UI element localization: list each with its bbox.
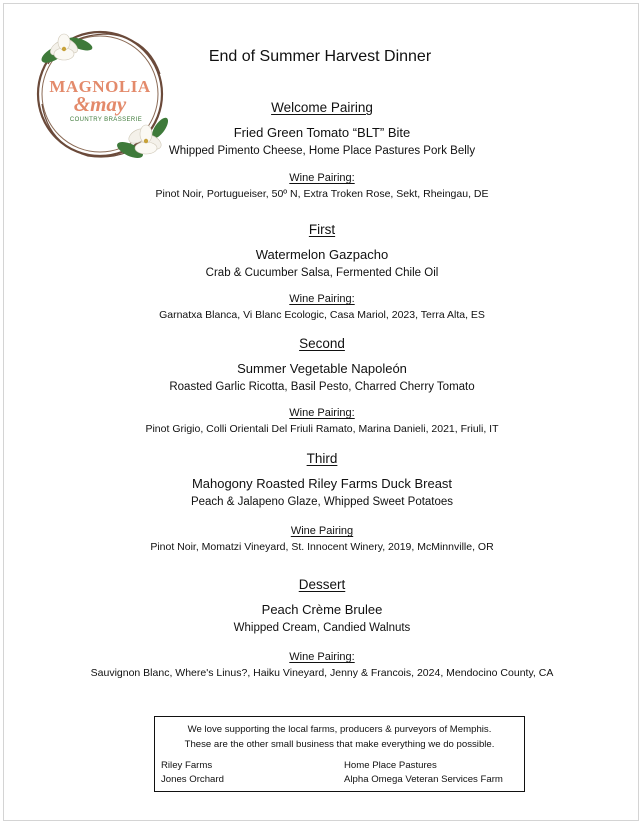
course-dessert [0,577,644,634]
partner-column-left [161,759,224,787]
dish-name: Mahogony Roasted Riley Farms Duck Breast [191,476,453,491]
dish-description: Whipped Cream, Candied Walnuts [233,622,411,634]
dish-description: Roasted Garlic Ricotta, Basil Pesto, Charred Cherry Tomato [169,381,475,393]
dish-description: Peach & Jalapeno Glaze, Whipped Sweet Potatoes [190,496,454,508]
course-heading: First [308,222,336,237]
local-partners-box [154,716,525,792]
wine-pairing-label: Wine Pairing: [289,293,355,305]
logo-text-may: &may [73,92,127,116]
dish-name: Peach Crème Brulee [261,602,383,617]
wine-pairing-label: Wine Pairing: [289,172,355,184]
course-heading: Dessert [298,577,346,592]
partners-intro-line1: We love supporting the local farms, producers & purveyors of Memphis. [187,724,492,735]
dish-description: Whipped Pimento Cheese, Home Place Pastures Pork Belly [168,145,476,157]
wine-pairing-text: Pinot Grigio, Colli Orientali Del Friuli Ramato, Marina Danieli, 2021, Friuli, IT [145,423,499,435]
partner-farm: Alpha Omega Veteran Services Farm [344,774,503,785]
dish-name: Summer Vegetable Napoleón [237,361,407,376]
course-heading: Third [306,451,338,466]
wine-pairing-first [0,293,644,321]
partner-farm: Riley Farms [161,760,213,771]
wine-pairing-label: Wine Pairing [290,525,354,537]
dish-name: Fried Green Tomato “BLT” Bite [233,125,411,140]
wine-pairing-welcome [0,172,644,200]
dish-name: Watermelon Gazpacho [255,247,389,262]
partners-intro [155,722,524,752]
partner-farm: Home Place Pastures [344,760,437,771]
course-heading: Second [299,336,345,351]
partner-column-right [344,759,503,787]
wine-pairing-text: Garnatxa Blanca, Vi Blanc Ecologic, Casa Mariol, 2023, Terra Alta, ES [159,309,485,321]
wine-pairing-third [0,525,644,553]
course-second [0,336,644,393]
course-welcome [0,100,644,157]
course-third [0,451,644,508]
wine-pairing-label: Wine Pairing: [289,407,355,419]
logo-text-subtitle: COUNTRY BRASSERIE [69,117,143,123]
wine-pairing-text: Pinot Noir, Portugueiser, 50º N, Extra Troken Rose, Sekt, Rheingau, DE [155,188,489,200]
menu-title: End of Summer Harvest Dinner [208,48,432,65]
logo-text-magnolia: MAGNOLIA [49,77,151,96]
partner-farm: Jones Orchard [161,774,224,785]
wine-pairing-text: Pinot Noir, Momatzi Vineyard, St. Innocent Winery, 2019, McMinnville, OR [150,541,494,553]
wine-pairing-label: Wine Pairing: [289,651,355,663]
wine-pairing-dessert [0,651,644,679]
wine-pairing-text: Sauvignon Blanc, Where's Linus?, Haiku Vineyard, Jenny & Francois, 2024, Mendocino County, CA [90,667,554,679]
wine-pairing-second [0,407,644,435]
partners-intro-line2: These are the other small business that make everything we do possible. [184,739,495,750]
course-heading: Welcome Pairing [271,100,373,115]
course-first [0,222,644,279]
dish-description: Crab & Cucumber Salsa, Fermented Chile Oil [205,267,439,279]
